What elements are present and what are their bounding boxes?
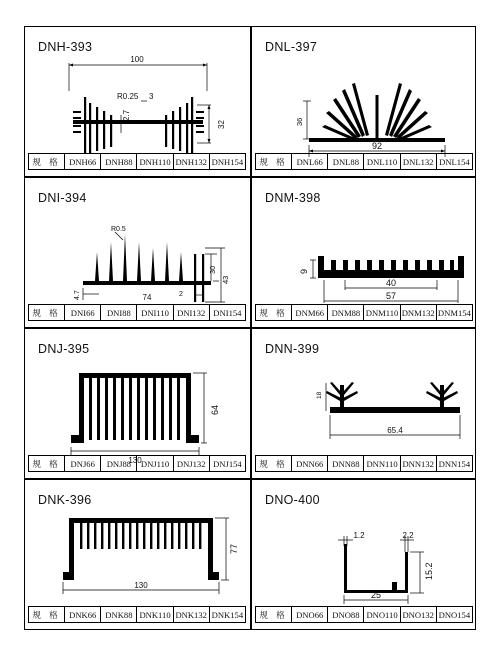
model-title: DNH-393 bbox=[38, 40, 93, 54]
spec-size: DNO66 bbox=[292, 607, 328, 623]
spec-table bbox=[28, 606, 246, 623]
spec-size: DNO88 bbox=[328, 607, 364, 623]
spec-label: 规 格 bbox=[256, 456, 292, 472]
heatsink-catalog bbox=[24, 26, 476, 630]
spec-label: 规 格 bbox=[29, 305, 65, 321]
spec-size: DNN154 bbox=[436, 456, 472, 472]
spec-table bbox=[255, 606, 473, 623]
spec-size: DNO110 bbox=[364, 607, 400, 623]
catalog-cell-dnh-393 bbox=[25, 27, 249, 176]
spec-size: DNO154 bbox=[436, 607, 472, 623]
dimension-label: 9 bbox=[299, 268, 309, 274]
spec-table bbox=[255, 455, 473, 472]
spec-size: DNO132 bbox=[400, 607, 436, 623]
spec-size: DNM88 bbox=[328, 305, 364, 321]
spec-size: DNI110 bbox=[137, 305, 173, 321]
spec-size: DNL88 bbox=[328, 154, 364, 170]
dimension-label: 57 bbox=[385, 291, 397, 301]
spec-size: DNK132 bbox=[173, 607, 209, 623]
spec-table bbox=[28, 304, 246, 321]
dimension-label: 15.2 bbox=[424, 562, 434, 580]
spec-size: DNM154 bbox=[436, 305, 472, 321]
dimension-label: 4.7 bbox=[74, 290, 81, 300]
spec-table bbox=[28, 455, 246, 472]
dimension-label: R0.5 bbox=[111, 226, 126, 233]
dnk-396-profile-drawing bbox=[25, 506, 249, 606]
dimension-label: 77 bbox=[229, 543, 239, 554]
spec-size: DNL110 bbox=[364, 154, 400, 170]
catalog-cell-dno-400 bbox=[252, 480, 476, 629]
catalog-cell-dnn-399 bbox=[252, 329, 476, 478]
catalog-cell-dnl-397 bbox=[252, 27, 476, 176]
dimension-label: R0.25 bbox=[117, 92, 139, 101]
dno-400-profile-drawing bbox=[252, 506, 476, 606]
spec-size: DNN66 bbox=[292, 456, 328, 472]
spec-label: 规 格 bbox=[256, 607, 292, 623]
spec-size: DNK66 bbox=[65, 607, 101, 623]
spec-size: DNH132 bbox=[173, 154, 209, 170]
spec-size: DNJ154 bbox=[209, 456, 245, 472]
model-title: DNL-397 bbox=[265, 40, 318, 54]
spec-size: DNI132 bbox=[173, 305, 209, 321]
catalog-cell-dnm-398 bbox=[252, 178, 476, 327]
spec-label: 规 格 bbox=[29, 154, 65, 170]
spec-size: DNI66 bbox=[65, 305, 101, 321]
spec-size: DNJ66 bbox=[65, 456, 101, 472]
spec-size: DNH110 bbox=[137, 154, 173, 170]
dimension-label: 3 bbox=[149, 92, 154, 101]
spec-label: 规 格 bbox=[29, 456, 65, 472]
dimension-label: 65.4 bbox=[387, 426, 403, 435]
dimension-label: 40 bbox=[385, 278, 397, 288]
model-title: DNO-400 bbox=[265, 493, 320, 507]
spec-size: DNJ132 bbox=[173, 456, 209, 472]
spec-label: 规 格 bbox=[29, 607, 65, 623]
dnn-399-profile-drawing bbox=[252, 355, 476, 455]
spec-size: DNL132 bbox=[400, 154, 436, 170]
catalog-cell-dnj-395 bbox=[25, 329, 249, 478]
dimension-label: 43 bbox=[221, 275, 230, 284]
spec-table bbox=[28, 153, 246, 170]
dimension-label: 92 bbox=[371, 141, 383, 151]
dimension-label: 2.7 bbox=[122, 109, 131, 121]
model-title: DNM-398 bbox=[265, 191, 321, 205]
dimension-label: 130 bbox=[128, 456, 142, 465]
spec-label: 规 格 bbox=[256, 154, 292, 170]
dimension-label: 36 bbox=[295, 117, 304, 126]
spec-size: DNK88 bbox=[101, 607, 137, 623]
model-title: DNN-399 bbox=[265, 342, 320, 356]
spec-size: DNM132 bbox=[400, 305, 436, 321]
dnl-397-profile-drawing bbox=[252, 53, 476, 153]
spec-size: DNH88 bbox=[101, 154, 137, 170]
dimension-label: 2 bbox=[179, 291, 183, 298]
spec-size: DNM66 bbox=[292, 305, 328, 321]
spec-size: DNK110 bbox=[137, 607, 173, 623]
spec-size: DNJ110 bbox=[137, 456, 173, 472]
spec-size: DNN88 bbox=[328, 456, 364, 472]
dimension-label: 130 bbox=[134, 581, 148, 590]
model-title: DNK-396 bbox=[38, 493, 92, 507]
dimension-label: 2.2 bbox=[402, 531, 414, 540]
spec-size: DNM110 bbox=[364, 305, 400, 321]
catalog-cell-dnk-396 bbox=[25, 480, 249, 629]
spec-table bbox=[255, 304, 473, 321]
spec-size: DNJ88 bbox=[101, 456, 137, 472]
spec-table bbox=[255, 153, 473, 170]
spec-size: DNN110 bbox=[364, 456, 400, 472]
dnm-398-profile-drawing bbox=[252, 204, 476, 304]
model-title: DNJ-395 bbox=[38, 342, 90, 356]
spec-size: DNL66 bbox=[292, 154, 328, 170]
spec-size: DNI154 bbox=[209, 305, 245, 321]
spec-size: DNK154 bbox=[209, 607, 245, 623]
dnh-393-profile-drawing bbox=[25, 53, 249, 153]
dni-394-profile-drawing bbox=[25, 204, 249, 304]
spec-size: DNH66 bbox=[65, 154, 101, 170]
dimension-label: 1.2 bbox=[353, 531, 365, 540]
dimension-label: 32 bbox=[217, 120, 226, 129]
spec-size: DNI88 bbox=[101, 305, 137, 321]
dimension-label: 30 bbox=[208, 265, 217, 274]
catalog-cell-dni-394 bbox=[25, 178, 249, 327]
dimension-label: 18 bbox=[316, 391, 323, 399]
spec-size: DNN132 bbox=[400, 456, 436, 472]
dimension-label: 74 bbox=[142, 293, 152, 302]
dimension-label: 64 bbox=[210, 404, 220, 415]
dimension-label: 100 bbox=[130, 55, 144, 64]
spec-label: 规 格 bbox=[256, 305, 292, 321]
spec-size: DNH154 bbox=[209, 154, 245, 170]
model-title: DNI-394 bbox=[38, 191, 87, 205]
dimension-label: 25 bbox=[370, 590, 382, 600]
spec-size: DNL154 bbox=[436, 154, 472, 170]
